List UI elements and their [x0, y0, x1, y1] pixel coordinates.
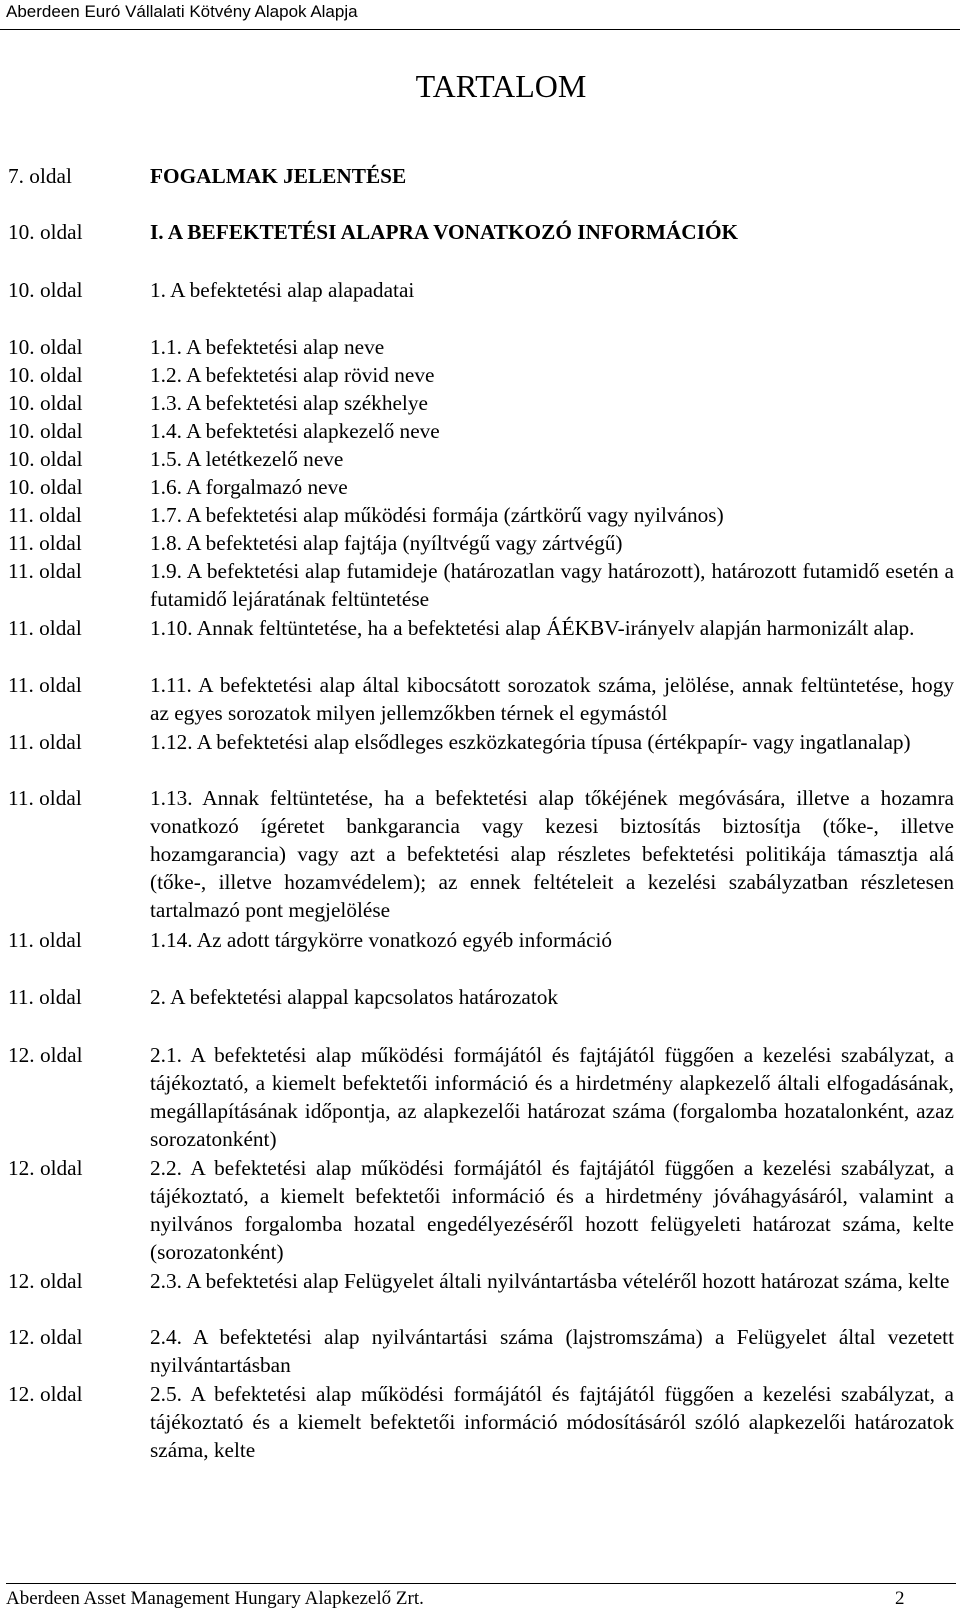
toc-entry: 2.1. A befektetési alap működési formájától és fajtájától függően a kezelési szabályzat, a tájékoztató, a kiemelt befektetői információ és a hirdetmény alapkezelő általi elfogadásának, megállapításának időpontja, az alapkezelői határozat száma (forgalomba hozatalonként, azaz sorozatonként) [150, 1043, 954, 1151]
toc-entry: FOGALMAK JELENTÉSE [150, 164, 407, 188]
toc-entry: 1.5. A letétkezelő neve [150, 447, 344, 471]
page-title: TARTALOM [415, 68, 587, 104]
toc-entry: 1.4. A befektetési alapkezelő neve [150, 419, 440, 443]
toc-entry: 1.1. A befektetési alap neve [150, 335, 385, 359]
page-number: 2 [895, 1588, 905, 1609]
toc-entry: 1.11. A befektetési alap által kibocsátott sorozatok száma, jelölése, annak feltüntetése, hogy az egyes sorozatok milyen jellemzőkben térnek el egymástól [150, 673, 954, 725]
toc-page-ref: 10. oldal [8, 419, 83, 443]
toc-page-ref: 11. oldal [8, 531, 82, 555]
toc-page-ref: 10. oldal [8, 278, 83, 302]
footer-company: Aberdeen Asset Management Hungary Alapkezelő Zrt. [6, 1588, 424, 1609]
toc-page-ref: 11. oldal [8, 928, 82, 952]
toc-entry: I. A BEFEKTETÉSI ALAPRA VONATKOZÓ INFORMÁCIÓK [150, 220, 739, 244]
footer-rule [6, 1583, 956, 1584]
running-header: Aberdeen Euró Vállalati Kötvény Alapok Alapja [6, 2, 358, 21]
toc-page-ref: 10. oldal [8, 447, 83, 471]
toc-page-ref: 11. oldal [8, 503, 82, 527]
toc-page-ref: 11. oldal [8, 786, 82, 810]
toc-entry: 1.12. A befektetési alap elsődleges eszközkategória típusa (értékpapír- vagy ingatlanalap) [150, 730, 911, 754]
toc-page-ref: 10. oldal [8, 391, 83, 415]
toc-page-ref: 11. oldal [8, 559, 82, 583]
toc-page-ref: 11. oldal [8, 985, 82, 1009]
toc-entry: 2. A befektetési alappal kapcsolatos határozatok [150, 985, 559, 1009]
toc-entry: 2.3. A befektetési alap Felügyelet általi nyilvántartásba vételéről hozott határozat száma, kelte [150, 1269, 950, 1293]
toc-entry: 1.6. A forgalmazó neve [150, 475, 348, 499]
toc-page-ref: 12. oldal [8, 1156, 83, 1180]
toc-entry: 1.8. A befektetési alap fajtája (nyíltvégű vagy zártvégű) [150, 531, 623, 555]
toc-page-ref: 12. oldal [8, 1325, 83, 1349]
toc-page-ref: 10. oldal [8, 363, 83, 387]
toc-page-ref: 11. oldal [8, 673, 82, 697]
toc-entry: 2.5. A befektetési alap működési formájától és fajtájától függően a kezelési szabályzat, a tájékoztató és a kiemelt befektetői információ módosításáról szóló alapkezelői határozatok száma, kelte [150, 1382, 954, 1462]
toc-page-ref: 12. oldal [8, 1269, 83, 1293]
toc-entry: 2.2. A befektetési alap működési formájától és fajtájától függően a kezelési szabályzat, a tájékoztató, a kiemelt befektetői információ és a hirdetmény jóváhagyásáról, valamint a nyilvános forgalomba hozatal engedélyezéséről hozott felügyeleti határozat száma, kelte (sorozatonként) [150, 1156, 954, 1264]
toc-entry: 1.10. Annak feltüntetése, ha a befektetési alap ÁÉKBV-irányelv alapján harmonizált alap. [150, 616, 915, 640]
toc-page-ref: 7. oldal [8, 164, 72, 188]
toc-page-ref: 10. oldal [8, 220, 83, 244]
toc-entry: 1.9. A befektetési alap futamideje (határozatlan vagy határozott), határozott futamidő esetén a futamidő lejáratának feltüntetése [150, 559, 954, 611]
toc-entry: 1. A befektetési alap alapadatai [150, 278, 415, 302]
toc-entry: 1.2. A befektetési alap rövid neve [150, 363, 435, 387]
toc-page-ref: 12. oldal [8, 1382, 83, 1406]
toc-page-ref: 10. oldal [8, 475, 83, 499]
toc-page-ref: 11. oldal [8, 616, 82, 640]
toc-page-ref: 11. oldal [8, 730, 82, 754]
toc-entry: 1.3. A befektetési alap székhelye [150, 391, 428, 415]
toc-page-ref: 10. oldal [8, 335, 83, 359]
toc-entry: 1.14. Az adott tárgykörre vonatkozó egyéb információ [150, 928, 613, 952]
toc-page-ref: 12. oldal [8, 1043, 83, 1067]
toc-entry: 2.4. A befektetési alap nyilvántartási száma (lajstromszáma) a Felügyelet által vezetett nyilvántartásban [150, 1325, 954, 1377]
header-rule [0, 29, 960, 30]
toc-entry: 1.13. Annak feltüntetése, ha a befektetési alap tőkéjének megóvására, illetve a hozamra vonatkozó ígéretet bankgarancia vagy kezesi biztosítás biztosítja (tőke-, illetve hozamgarancia) vagy azt a befektetési alap részletes befektetési politikája támasztja alá (tőke-, illetve hozamvédelem); az ennek feltételeit a kezelési szabályzatban részletesen tartalmazó pont megjelölése [150, 786, 954, 922]
toc-entry: 1.7. A befektetési alap működési formája (zártkörű vagy nyilvános) [150, 503, 724, 527]
